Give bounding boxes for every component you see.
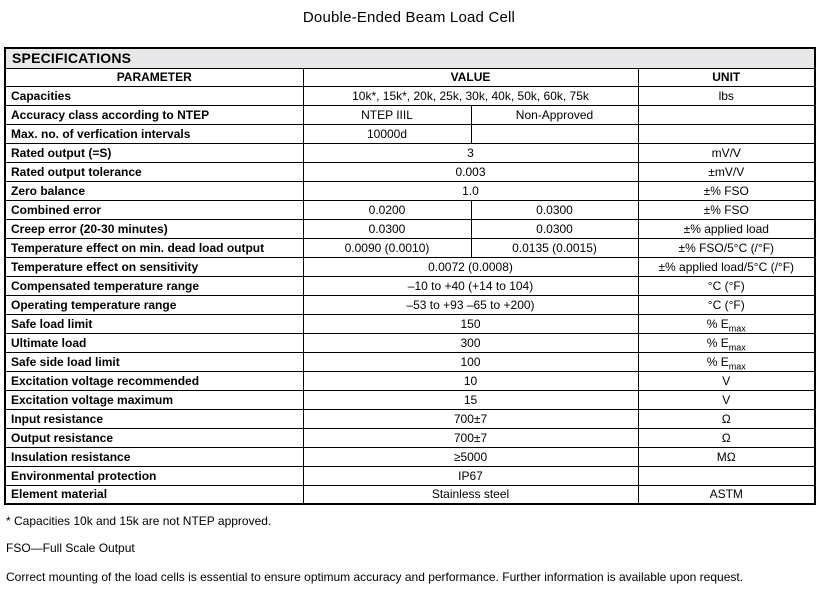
value-cell: 150 — [303, 314, 638, 333]
value-cell: –53 to +93 –65 to +200) — [303, 295, 638, 314]
col-header-value: VALUE — [303, 68, 638, 86]
param-cell: Excitation voltage recommended — [5, 371, 303, 390]
value-cell: 0.003 — [303, 162, 638, 181]
unit-cell: % $E_{max}$ — [638, 352, 815, 371]
table-row — [5, 162, 815, 181]
unit-cell — [638, 124, 815, 143]
value-cell: 0.0300 — [471, 200, 638, 219]
table-row — [5, 371, 815, 390]
value-cell: 0.0200 — [303, 200, 471, 219]
value-cell: 3 — [303, 143, 638, 162]
param-cell: Element material — [5, 485, 303, 504]
param-cell: Insulation resistance — [5, 447, 303, 466]
value-cell: 1.0 — [303, 181, 638, 200]
param-cell: Rated output (=S) — [5, 143, 303, 162]
unit-cell: ±% applied load — [638, 219, 815, 238]
param-cell: Max. no. of verfication intervals — [5, 124, 303, 143]
footnote-capacities: * Capacities 10k and 15k are not NTEP approved. — [6, 514, 272, 528]
value-cell: 0.0090 (0.0010) — [303, 238, 471, 257]
value-cell — [471, 124, 638, 143]
param-cell: Environmental protection — [5, 466, 303, 485]
param-cell: Creep error (20-30 minutes) — [5, 219, 303, 238]
value-cell: 10 — [303, 371, 638, 390]
param-cell: Safe side load limit — [5, 352, 303, 371]
unit-cell — [638, 105, 815, 124]
value-cell: 700±7 — [303, 409, 638, 428]
value-cell: 0.0072 (0.0008) — [303, 257, 638, 276]
value-cell: 700±7 — [303, 428, 638, 447]
param-cell: Operating temperature range — [5, 295, 303, 314]
unit-cell: ±% FSO — [638, 181, 815, 200]
param-cell: Input resistance — [5, 409, 303, 428]
param-cell: Zero balance — [5, 181, 303, 200]
unit-cell: ±mV/V — [638, 162, 815, 181]
param-cell: Accuracy class according to NTEP — [5, 105, 303, 124]
table-row — [5, 314, 815, 333]
param-cell: Compensated temperature range — [5, 276, 303, 295]
footnote-mounting: Correct mounting of the load cells is essential to ensure optimum accuracy and performance. Further information is available upon request. — [6, 570, 744, 584]
table-row — [5, 200, 815, 219]
unit-cell: lbs — [638, 86, 815, 105]
value-cell: 10k*, 15k*, 20k, 25k, 30k, 40k, 50k, 60k, 75k — [303, 86, 638, 105]
value-cell: IP67 — [303, 466, 638, 485]
table-row — [5, 295, 815, 314]
unit-cell: mV/V — [638, 143, 815, 162]
footnotes-section — [6, 514, 818, 587]
table-row — [5, 105, 815, 124]
value-cell: ≥5000 — [303, 447, 638, 466]
param-cell: Temperature effect on sensitivity — [5, 257, 303, 276]
value-cell: 300 — [303, 333, 638, 352]
unit-cell — [638, 466, 815, 485]
table-row — [5, 485, 815, 504]
value-cell: 0.0300 — [303, 219, 471, 238]
table-row — [5, 447, 815, 466]
unit-cell: Ω — [638, 428, 815, 447]
param-cell: Excitation voltage maximum — [5, 390, 303, 409]
page-title: Double-Ended Beam Load Cell — [302, 9, 516, 26]
table-row — [5, 466, 815, 485]
unit-cell: ±% applied load/5°C (/°F) — [638, 257, 815, 276]
unit-cell: ASTM — [638, 485, 815, 504]
param-cell: Rated output tolerance — [5, 162, 303, 181]
table-row — [5, 352, 815, 371]
unit-cell: MΩ — [638, 447, 815, 466]
footnote-fso: FSO—Full Scale Output — [6, 541, 135, 555]
value-cell: 15 — [303, 390, 638, 409]
table-row — [5, 86, 815, 105]
value-cell: Stainless steel — [303, 485, 638, 504]
param-cell: Ultimate load — [5, 333, 303, 352]
unit-cell: °C (°F) — [638, 295, 815, 314]
table-row — [5, 276, 815, 295]
value-cell: 0.0135 (0.0015) — [471, 238, 638, 257]
section-header: SPECIFICATIONS — [5, 48, 815, 68]
value-cell: 10000d — [303, 124, 471, 143]
param-cell: Capacities — [5, 86, 303, 105]
specifications-table — [4, 47, 816, 505]
value-cell: 100 — [303, 352, 638, 371]
col-header-parameter: PARAMETER — [5, 68, 303, 86]
param-cell: Output resistance — [5, 428, 303, 447]
unit-cell: ±% FSO — [638, 200, 815, 219]
param-cell: Temperature effect on min. dead load output — [5, 238, 303, 257]
unit-cell: V — [638, 371, 815, 390]
table-row — [5, 333, 815, 352]
table-row — [5, 181, 815, 200]
value-cell: NTEP IIIL — [303, 105, 471, 124]
unit-cell: °C (°F) — [638, 276, 815, 295]
param-cell: Combined error — [5, 200, 303, 219]
table-row — [5, 219, 815, 238]
table-row — [5, 143, 815, 162]
unit-cell: ±% FSO/5°C (/°F) — [638, 238, 815, 257]
table-row — [5, 124, 815, 143]
value-cell: –10 to +40 (+14 to 104) — [303, 276, 638, 295]
column-header-row — [5, 68, 815, 86]
unit-cell: % $E_{max}$ — [638, 314, 815, 333]
table-row — [5, 428, 815, 447]
table-row — [5, 409, 815, 428]
unit-cell: % $E_{max}$ — [638, 333, 815, 352]
table-row — [5, 238, 815, 257]
unit-cell: V — [638, 390, 815, 409]
section-header-row — [5, 48, 815, 68]
value-cell: Non-Approved — [471, 105, 638, 124]
table-row — [5, 390, 815, 409]
col-header-unit: UNIT — [638, 68, 815, 86]
unit-cell: Ω — [638, 409, 815, 428]
table-row — [5, 257, 815, 276]
value-cell: 0.0300 — [471, 219, 638, 238]
param-cell: Safe load limit — [5, 314, 303, 333]
